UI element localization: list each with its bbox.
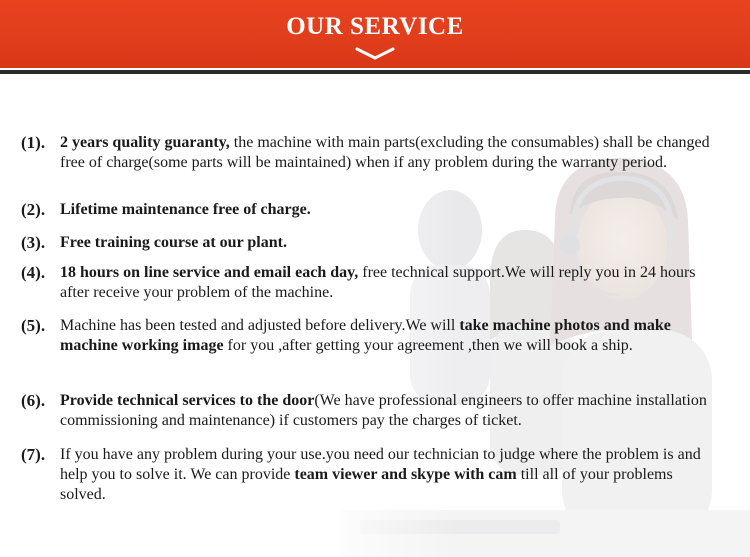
item-text xyxy=(60,133,720,173)
item-text xyxy=(60,233,720,253)
item-text xyxy=(60,316,720,356)
item-plain-text-end: till all of your problems solved. xyxy=(60,466,673,503)
item-plain-text: free technical support.We will reply you in 24 hours after receive your problem of the machine. xyxy=(60,264,696,301)
item-bold-text: 2 years quality guaranty, xyxy=(60,134,230,151)
item-plain-text: If you have any problem during your use.you need our technician to judge where the problem is and help you to solve it. We can provide xyxy=(60,446,701,483)
item-text xyxy=(60,200,720,220)
item-bold-text: Free training course at our plant. xyxy=(60,234,287,251)
page-title: OUR SERVICE xyxy=(286,13,464,40)
item-number: (3). xyxy=(21,233,46,252)
item-plain-text: (We have professional engineers to offer machine installation commissioning and maintenance) if customers pay the charges of ticket. xyxy=(60,392,707,429)
item-text xyxy=(60,391,720,431)
item-number: (6). xyxy=(21,391,46,410)
item-bold-text: take machine photos and make machine working image xyxy=(60,317,671,354)
item-text xyxy=(60,445,720,505)
item-plain-text: Machine has been tested and adjusted before delivery.We will xyxy=(60,317,460,334)
item-bold-text: team viewer and skype with cam xyxy=(294,466,517,483)
item-number: (1). xyxy=(21,133,46,152)
item-plain-text: the machine with main parts(excluding the consumables) shall be changed free of charge(some parts will be maintained) when if any problem during the warranty period. xyxy=(60,134,710,171)
item-text xyxy=(60,263,720,303)
item-number: (2). xyxy=(21,200,46,219)
item-bold-text: Lifetime maintenance free of charge. xyxy=(60,201,311,218)
item-bold-text: 18 hours on line service and email each day, xyxy=(60,264,359,281)
item-plain-text-end: for you ,after getting your agreement ,then we will book a ship. xyxy=(223,337,633,354)
item-number: (7). xyxy=(21,445,46,464)
item-bold-text: Provide technical services to the door xyxy=(60,392,315,409)
item-number: (4). xyxy=(21,263,46,282)
item-number: (5). xyxy=(21,316,46,335)
